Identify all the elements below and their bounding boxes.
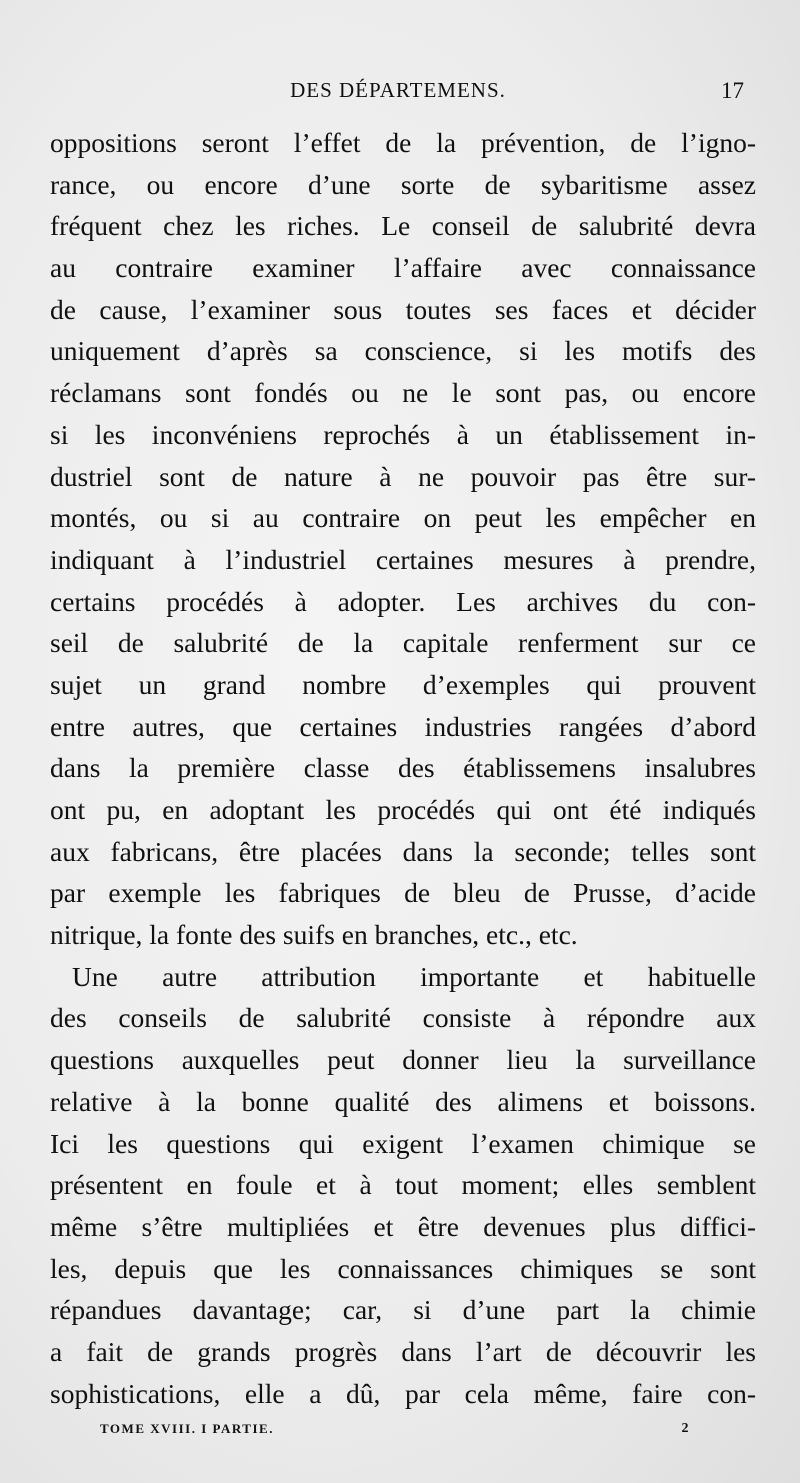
text-line: de cause, l’examiner sous toutes ses faces et décider	[50, 293, 756, 325]
text-line: si les inconvéniens reprochés à un établissement in-	[50, 418, 756, 450]
text-line: nitrique, la fonte des suifs en branches, etc., etc.	[50, 919, 578, 951]
text-line: uniquement d’après sa conscience, si les motifs des	[50, 335, 756, 367]
text-line: les, depuis que les connaissances chimiques se sont	[50, 1252, 756, 1284]
text-line: par exemple les fabriques de bleu de Prusse, d’acide	[50, 877, 756, 909]
text-line: dans la première classe des établissemens insalubres	[50, 752, 756, 784]
text-line: répandues davantage; car, si d’une part la chimie	[50, 1294, 756, 1326]
text-line: même s’être multipliées et être devenues plus diffici-	[50, 1210, 756, 1242]
text-line: questions auxquelles peut donner lieu la surveillance	[50, 1044, 756, 1076]
body-text	[50, 122, 756, 1414]
text-line: seil de salubrité de la capitale renferment sur ce	[50, 627, 756, 659]
text-line: indiquant à l’industriel certaines mesures à prendre,	[50, 543, 756, 575]
text-line: aux fabricans, être placées dans la seconde; telles sont	[50, 835, 756, 867]
page-header	[52, 78, 744, 114]
text-line: oppositions seront l’effet de la prévention, de l’igno-	[50, 127, 756, 158]
volume-info: TOME XVIII. I PARTIE.	[100, 1421, 274, 1436]
text-line: entre autres, que certaines industries rangées d’abord	[50, 710, 756, 742]
paragraph-start-line: Une autre attribution importante et habituelle	[72, 960, 756, 992]
text-line: fréquent chez les riches. Le conseil de salubrité devra	[50, 210, 756, 242]
text-line: sujet un grand nombre d’exemples qui prouvent	[50, 668, 756, 700]
text-line: réclamans sont fondés ou ne le sont pas, ou encore	[50, 377, 756, 409]
text-line: ont pu, en adoptant les procédés qui ont été indiqués	[50, 794, 756, 825]
page-number: 17	[721, 78, 744, 103]
text-line: rance, ou encore d’une sorte de sybaritisme assez	[50, 168, 756, 200]
text-line: des conseils de salubrité consiste à répondre aux	[50, 1002, 756, 1034]
running-title: DES DÉPARTEMENS.	[290, 78, 506, 102]
text-line: a fait de grands progrès dans l’art de découvrir les	[50, 1335, 756, 1367]
text-line: montés, ou si au contraire on peut les empêcher en	[50, 502, 756, 534]
text-line: sophistications, elle a dû, par cela même, faire con-	[50, 1377, 756, 1409]
text-line: au contraire examiner l’affaire avec connaissance	[50, 252, 756, 284]
signature-mark: 2	[681, 1421, 690, 1436]
text-line: Ici les questions qui exigent l’examen chimique se	[50, 1127, 756, 1159]
text-line: certains procédés à adopter. Les archives du con-	[50, 585, 756, 617]
text-line: présentent en foule et à tout moment; elles semblent	[50, 1169, 756, 1201]
text-line: relative à la bonne qualité des alimens et boissons.	[50, 1085, 756, 1117]
page-footer	[100, 1421, 690, 1441]
text-line: dustriel sont de nature à ne pouvoir pas être sur-	[50, 460, 756, 492]
